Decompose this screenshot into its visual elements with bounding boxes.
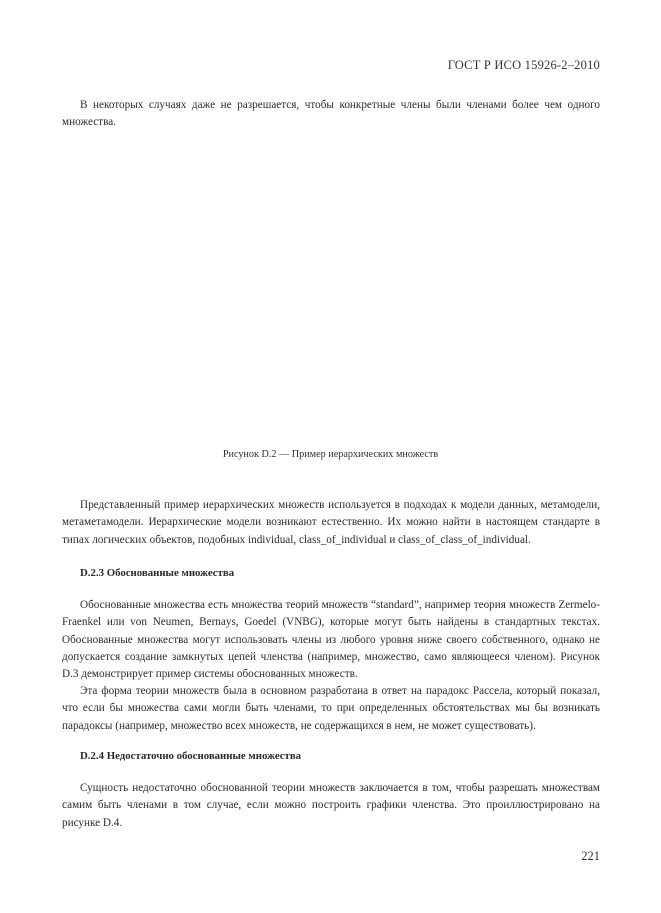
- section-title-d23: D.2.3 Обоснованные множества: [80, 567, 235, 579]
- section-title-d24: D.2.4 Недостаточно обоснованные множества: [80, 750, 302, 762]
- paragraph-after-figure: Представленный пример иерархических множеств используется в подходах к модели данных, метамодели, метаметамодели. Иерархические модели возникают естественно. Их можно найти в настоящем стандарте в типах логических объектов, подобных individual, class_of_individual и class_of_class_of_individual.: [62, 499, 600, 546]
- page-number: 221: [581, 849, 600, 863]
- document-header: ГОСТ Р ИСО 15926-2–2010: [447, 58, 600, 72]
- intro-paragraph: В некоторых случаях даже не разрешается, чтобы конкретные члены были членами более чем одного множества.: [62, 99, 600, 129]
- figure-caption: Рисунок D.2 — Пример иерархических множеств: [222, 449, 439, 460]
- section-d24-paragraph-1: Сущность недостаточно обоснованной теории множеств заключается в том, чтобы разрешать множествам самим быть членами в том случае, если можно построить графики членства. Это проиллюстрировано на рисунке D.4.: [62, 782, 600, 829]
- section-d23-paragraph-1: Обоснованные множества есть множества теорий множеств “standard”, например теория множеств Zermelo-Fraenkel или von Neumen, Bernays, Goedel (VNBG), которые могут быть найдены в стандартных текстах. Обоснованные множества могут использовать члены из любого уровня ниже своего собственного, однако не допускается создание замкнутых цепей членства (например, множество, само являющееся членом). Рисунок D.3 демонстрирует пример системы обоснованных множеств.: [62, 599, 600, 681]
- figure-placeholder: [62, 150, 600, 430]
- section-d23-paragraph-2: Эта форма теории множеств была в основном разработана в ответ на парадокс Рассела, который показал, что если бы множества сами могли быть членами, то при определенных обстоятельствах мы бы возникать парадоксы (например, множество всех множеств, не содержащихся в нем, не может существовать).: [62, 685, 600, 732]
